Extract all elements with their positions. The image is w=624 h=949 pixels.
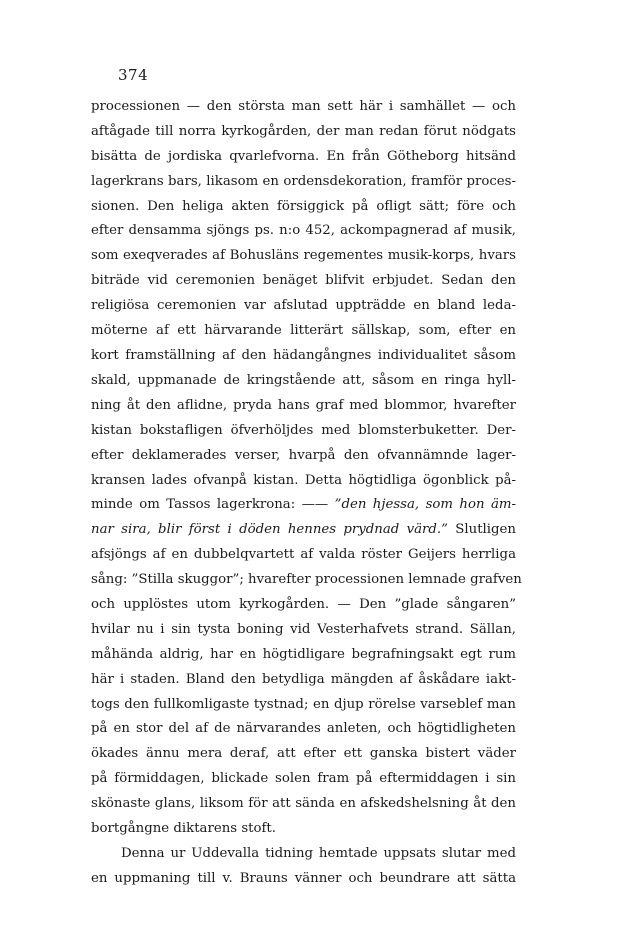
text-line-17-italic: ”den hjessa, som hon äm- xyxy=(334,497,516,512)
text-line-8: biträde vid ceremonien benäget blifvit erbjudet. Sedan den xyxy=(91,273,516,288)
text-line-18-italic: nar sira, blir först i döden hennes prydnad värd.” xyxy=(91,522,448,537)
text-line-5: sionen. Den heliga akten försiggick på ofligt sätt; före och xyxy=(91,199,516,214)
text-line-11: kort framställning af den hädangångnes individualitet såsom xyxy=(91,348,516,363)
text-line-9: religiösa ceremonien var afslutad uppträdde en bland leda- xyxy=(91,298,516,313)
page-number: 374 xyxy=(118,66,149,84)
text-line-31: Denna ur Uddevalla tidning hemtade uppsats slutar med xyxy=(121,846,516,861)
text-line-22: hvilar nu i sin tysta boning vid Vesterhafvets strand. Sällan, xyxy=(91,622,516,637)
text-line-18 xyxy=(91,520,516,540)
text-line-15: efter deklamerades verser, hvarpå den ofvannämnde lager- xyxy=(91,448,516,463)
text-line-26: på en stor del af de närvarandes anleten, och högtidligheten xyxy=(91,721,516,736)
text-line-14: kistan bokstafligen öfverhöljdes med blomsterbuketter. Der- xyxy=(91,423,516,438)
text-line-16: kransen lades ofvanpå kistan. Detta högtidliga ögonblick på- xyxy=(91,473,516,488)
text-line-1: processionen — den största man sett här i samhället — och xyxy=(91,99,516,114)
text-line-4: lagerkrans bars, likasom en ordensdekoration, framför proces- xyxy=(91,174,516,189)
text-line-24: här i staden. Bland den betydliga mängden af åskådare iakt- xyxy=(91,672,516,687)
text-line-25: togs den fullkomligaste tystnad; en djup rörelse varseblef man xyxy=(91,697,516,712)
text-line-3: bisätta de jordiska qvarlefvorna. En från Götheborg hitsänd xyxy=(91,149,516,164)
text-line-28: på förmiddagen, blickade solen fram på eftermiddagen i sin xyxy=(91,771,516,786)
text-line-19: afsjöngs af en dubbelqvartett af valda röster Geijers herrliga xyxy=(91,547,516,562)
text-line-13: ning åt den aflidne, pryda hans graf med blommor, hvarefter xyxy=(91,398,516,413)
text-line-30: bortgångne diktarens stoft. xyxy=(91,821,276,836)
text-line-17-plain: minde om Tassos lagerkrona: —— xyxy=(91,497,335,512)
text-line-2: aftågade till norra kyrkogården, der man redan förut nödgats xyxy=(91,124,516,139)
text-line-6: efter densamma sjöngs ps. n:o 452, ackompagnerad af musik, xyxy=(91,223,516,238)
text-line-18-plain: Slutligen xyxy=(447,522,516,537)
text-line-27: ökades ännu mera deraf, att efter ett ganska bistert väder xyxy=(91,746,516,761)
text-line-23: måhända aldrig, har en högtidligare begrafningsakt egt rum xyxy=(91,647,516,662)
text-line-21: och upplöstes utom kyrkogården. — Den ”glade sångaren” xyxy=(91,597,516,612)
text-line-12: skald, uppmanade de kringstående att, såsom en ringa hyll- xyxy=(91,373,516,388)
text-line-7: som exeqverades af Bohusläns regementes musik-korps, hvars xyxy=(91,248,516,263)
text-line-32: en uppmaning till v. Brauns vänner och beundrare att sätta xyxy=(91,871,516,886)
text-line-10: möterne af ett härvarande litterärt sällskap, som, efter en xyxy=(91,323,516,338)
text-line-29: skönaste glans, liksom för att sända en afskedshelsning åt den xyxy=(91,796,516,811)
text-line-17 xyxy=(91,495,516,515)
text-line-20: sång: ”Stilla skuggor”; hvarefter processionen lemnade grafven xyxy=(91,572,522,587)
